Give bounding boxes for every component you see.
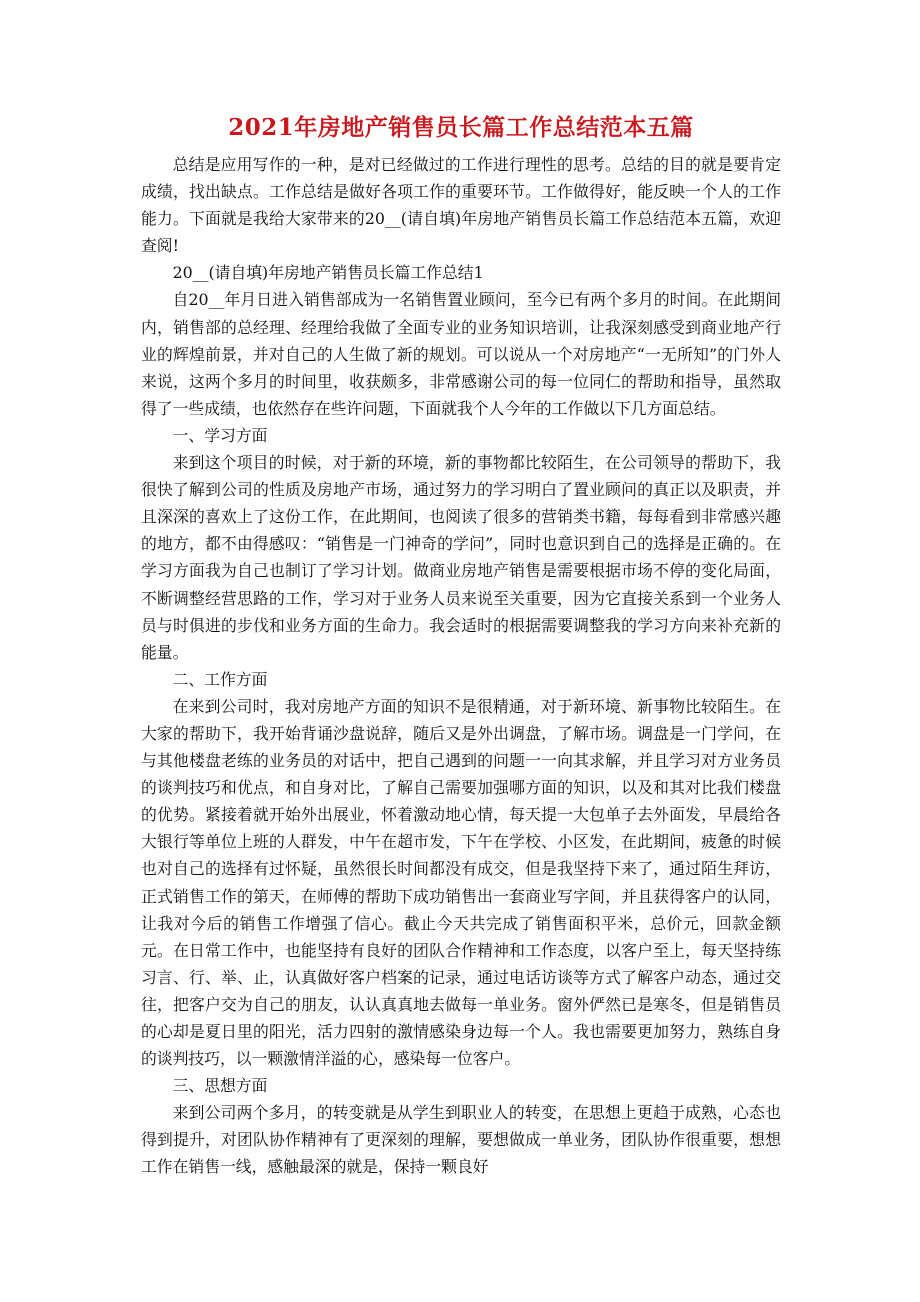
- section-1-intro-paragraph: 自20__年月日进入销售部成为一名销售置业顾问，至今已有两个多月的时间。在此期间内，销售部的总经理、经理给我做了全面专业的业务知识培训，让我深刻感受到商业地产行业的辉煌前景，并对自己的人生做了新的规划。可以说从一个对房地产“一无所知”的门外人来说，这两个多月的时间里，收获颇多，非常感谢公司的每一位同仁的帮助和指导，虽然取得了一些成绩，也依然存在些许问题，下面就我个人今年的工作做以下几方面总结。: [141, 290, 781, 418]
- study-heading: 一、学习方面: [172, 425, 268, 445]
- work-heading: 二、工作方面: [172, 669, 268, 689]
- thought-paragraph: 来到公司两个多月，的转变就是从学生到职业人的转变，在思想上更趋于成熟，心态也得到提升，对团队协作精神有了更深刻的理解，要想做成一单业务，团队协作很重要，想想工作在销售一线，感触最深的就是，保持一颗良好: [141, 1103, 781, 1177]
- document-title: 2021年房地产销售员长篇工作总结范本五篇: [228, 114, 694, 141]
- thought-heading: 三、思想方面: [172, 1076, 268, 1096]
- study-paragraph: 来到这个项目的时候，对于新的环境，新的事物都比较陌生，在公司领导的帮助下，我很快了解到公司的性质及房地产市场，通过努力的学习明白了置业顾问的真正以及职责，并且深深的喜欢上了这份工作，在此期间，也阅读了很多的营销类书籍，每每看到非常感兴趣的地方，都不由得感叹：“销售是一门神奇的学问”，同时也意识到自己的选择是正确的。在学习方面我为自己也制订了学习计划。做商业房地产销售是需要根据市场不停的变化局面，不断调整经营思路的工作，学习对于业务人员来说至关重要，因为它直接关系到一个业务人员与时俱进的步伐和业务方面的生命力。我会适时的根据需要调整我的学习方向来补充新的能量。: [141, 453, 781, 662]
- section-1-title: 20__(请自填)年房地产销售员长篇工作总结1: [172, 263, 484, 283]
- document-page: [141, 113, 781, 1181]
- work-paragraph: 在来到公司时，我对房地产方面的知识不是很精通，对于新环境、新事物比较陌生。在大家的帮助下，我开始背诵沙盘说辞，随后又是外出调盘，了解市场。调盘是一门学问，在与其他楼盘老练的业务员的对话中，把自己遇到的问题一一向其求解，并且学习对方业务员的谈判技巧和优点，和自身对比，了解自己需要加强哪方面的知识，以及和其对比我们楼盘的优势。紧接着就开始外出展业，怀着激动地心情，每天提一大包单子去外面发，早晨给各大银行等单位上班的人群发，中午在超市发，下午在学校、小区发，在此期间，疲惫的时候也对自己的选择有过怀疑，虽然很长时间都没有成交，但是我坚持下来了，通过陌生拜访，正式销售工作的第天，在师傅的帮助下成功销售出一套商业写字间，并且获得客户的认同，让我对今后的销售工作增强了信心。截止今天共完成了销售面积平米，总价元，回款金额元。在日常工作中，也能坚持有良好的团队合作精神和工作态度，以客户至上，每天坚持练习言、行、举、止，认真做好客户档案的记录，通过电话访谈等方式了解客户动态，通过交往，把客户交为自己的朋友，认认真真地去做每一单业务。窗外俨然已是寒冬，但是销售员的心却是夏日里的阳光，活力四射的激情感染身边每一个人。我也需要更加努力，熟练自身的谈判技巧，以一颗激情洋溢的心，感染每一位客户。: [141, 696, 781, 1069]
- intro-paragraph: 总结是应用写作的一种，是对已经做过的工作进行理性的思考。总结的目的就是要肯定成绩，找出缺点。工作总结是做好各项工作的重要环节。工作做得好，能反映一个人的工作能力。下面就是我给大家带来的20__(请自填)年房地产销售员长篇工作总结范本五篇，欢迎查阅!: [141, 155, 781, 256]
